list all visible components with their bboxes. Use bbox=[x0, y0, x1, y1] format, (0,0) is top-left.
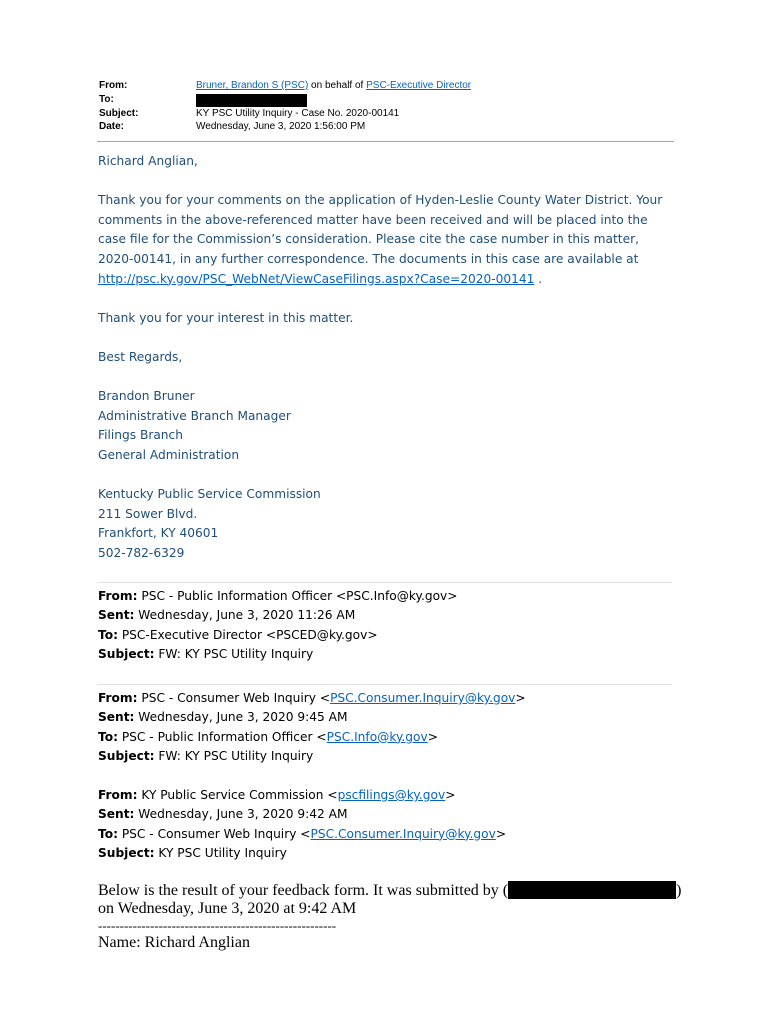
fwd1-from-label: From: bbox=[98, 589, 138, 603]
fwd1-sent-row bbox=[98, 606, 698, 625]
redacted-submitter bbox=[508, 881, 676, 899]
form-line-1 bbox=[98, 881, 681, 900]
fwd2-sent-label: Sent: bbox=[98, 710, 135, 725]
date-label: Date: bbox=[99, 121, 125, 132]
link-suffix: . bbox=[534, 271, 543, 286]
fwd2-to-suffix: > bbox=[427, 729, 438, 744]
address-street: 211 Sower Blvd. bbox=[98, 506, 198, 521]
thanks-line: Thank you for your interest in this matter. bbox=[98, 310, 354, 325]
fwd1-to-row bbox=[98, 626, 698, 645]
header-to-row bbox=[99, 93, 471, 107]
message-body bbox=[98, 152, 678, 563]
fwd1-sent-label: Sent: bbox=[98, 608, 135, 623]
fwd3-sent-row bbox=[98, 805, 698, 824]
email-header bbox=[99, 79, 471, 134]
feedback-form-output bbox=[98, 881, 681, 952]
fwd1-from-value: PSC - Public Information Officer <PSC.Info@ky.gov> bbox=[141, 589, 458, 603]
greeting: Richard Anglian, bbox=[98, 154, 198, 168]
form-submitted-text: Below is the result of your feedback form. It was submitted by ( bbox=[98, 882, 509, 899]
address-city: Frankfort, KY 40601 bbox=[98, 526, 219, 541]
header-divider bbox=[97, 141, 674, 142]
signature-name: Brandon Bruner bbox=[98, 389, 195, 404]
fwd2-subject-row bbox=[98, 747, 698, 766]
fwd3-from-row bbox=[98, 786, 698, 805]
fwd1-from-row bbox=[98, 587, 698, 606]
body-paragraph-text: Thank you for your comments on the application of Hyden-Leslie County Water District. Your comments in the above-referenced matter have been received and will be placed into the case file for the Commission’s consideration. Please cite the case number in this matter, 2020-00141, in any further correspondence. The documents in this case are available at bbox=[98, 193, 663, 266]
signature-branch: Filings Branch bbox=[98, 428, 183, 443]
regards-line: Best Regards, bbox=[98, 349, 183, 364]
header-date-row bbox=[99, 120, 471, 134]
form-divider: ------------------------------------------------------- bbox=[98, 918, 337, 933]
fwd3-from-prefix: KY Public Service Commission < bbox=[141, 788, 338, 802]
forward-header-2 bbox=[98, 689, 698, 767]
header-from-row bbox=[99, 79, 471, 93]
case-filings-link[interactable]: http://psc.ky.gov/PSC_WebNet/ViewCaseFilings.aspx?Case=2020-00141 bbox=[98, 271, 535, 286]
fwd1-subject-label: Subject: bbox=[98, 647, 155, 662]
fwd3-to-prefix: PSC - Consumer Web Inquiry < bbox=[121, 826, 311, 841]
fwd2-from-label: From: bbox=[98, 691, 138, 705]
form-submitted-suffix: ) bbox=[676, 882, 682, 899]
fwd1-subject-row bbox=[98, 645, 698, 664]
fwd2-to-email-link[interactable]: PSC.Info@ky.gov bbox=[326, 729, 428, 744]
fwd1-to-value: PSC-Executive Director <PSCED@ky.gov> bbox=[121, 627, 378, 642]
fwd3-sent-label: Sent: bbox=[98, 807, 135, 822]
fwd3-sent-value: Wednesday, June 3, 2020 9:42 AM bbox=[138, 807, 348, 822]
from-label: From: bbox=[99, 80, 128, 91]
signature-division: General Administration bbox=[98, 447, 240, 462]
fwd3-to-row bbox=[98, 825, 698, 844]
fwd2-from-suffix: > bbox=[515, 691, 526, 705]
fwd2-sent-value: Wednesday, June 3, 2020 9:45 AM bbox=[138, 710, 348, 725]
fwd2-from-email-link[interactable]: PSC.Consumer.Inquiry@ky.gov bbox=[330, 691, 516, 705]
forward-header-1 bbox=[98, 587, 698, 665]
fwd3-to-email-link[interactable]: PSC.Consumer.Inquiry@ky.gov bbox=[310, 826, 496, 841]
signature-title: Administrative Branch Manager bbox=[98, 408, 291, 423]
fwd2-from-prefix: PSC - Consumer Web Inquiry < bbox=[141, 691, 331, 705]
fwd3-subject-row bbox=[98, 844, 698, 863]
forward-header-3 bbox=[98, 786, 698, 864]
subject-value: KY PSC Utility Inquiry - Case No. 2020-00141 bbox=[196, 107, 400, 119]
forward-divider-1 bbox=[97, 582, 672, 583]
body-paragraph bbox=[98, 191, 678, 289]
address-phone: 502-782-6329 bbox=[98, 545, 185, 560]
subject-label: Subject: bbox=[99, 107, 139, 119]
fwd1-to-label: To: bbox=[98, 627, 118, 642]
redacted-recipient bbox=[196, 94, 307, 107]
fwd2-subject-value: FW: KY PSC Utility Inquiry bbox=[158, 749, 314, 764]
behalf-link[interactable]: PSC-Executive Director bbox=[366, 80, 472, 91]
fwd3-from-email-link[interactable]: pscfilings@ky.gov bbox=[337, 788, 446, 802]
fwd3-from-suffix: > bbox=[445, 788, 456, 802]
from-value bbox=[196, 79, 471, 93]
fwd3-from-label: From: bbox=[98, 788, 138, 802]
fwd3-subject-label: Subject: bbox=[98, 846, 155, 861]
to-label: To: bbox=[99, 93, 114, 105]
sender-link[interactable]: Bruner, Brandon S (PSC) bbox=[196, 80, 309, 91]
date-value: Wednesday, June 3, 2020 1:56:00 PM bbox=[196, 121, 366, 132]
fwd2-to-row bbox=[98, 728, 698, 747]
form-name-line: Name: Richard Anglian bbox=[98, 934, 250, 951]
fwd1-subject-value: FW: KY PSC Utility Inquiry bbox=[158, 647, 314, 662]
address-org: Kentucky Public Service Commission bbox=[98, 487, 321, 502]
fwd3-to-suffix: > bbox=[495, 826, 507, 841]
fwd2-to-label: To: bbox=[98, 729, 118, 744]
fwd3-subject-value: KY PSC Utility Inquiry bbox=[158, 846, 287, 861]
fwd2-sent-row bbox=[98, 708, 698, 727]
on-behalf-text: on behalf of bbox=[308, 80, 367, 91]
fwd3-to-label: To: bbox=[98, 826, 118, 841]
forward-divider-2 bbox=[97, 684, 672, 685]
fwd1-sent-value: Wednesday, June 3, 2020 11:26 AM bbox=[138, 608, 356, 623]
fwd2-from-row bbox=[98, 689, 698, 708]
fwd2-to-prefix: PSC - Public Information Officer < bbox=[121, 729, 327, 744]
fwd2-subject-label: Subject: bbox=[98, 749, 155, 764]
form-line-2: on Wednesday, June 3, 2020 at 9:42 AM bbox=[98, 899, 357, 917]
header-subject-row bbox=[99, 107, 471, 121]
